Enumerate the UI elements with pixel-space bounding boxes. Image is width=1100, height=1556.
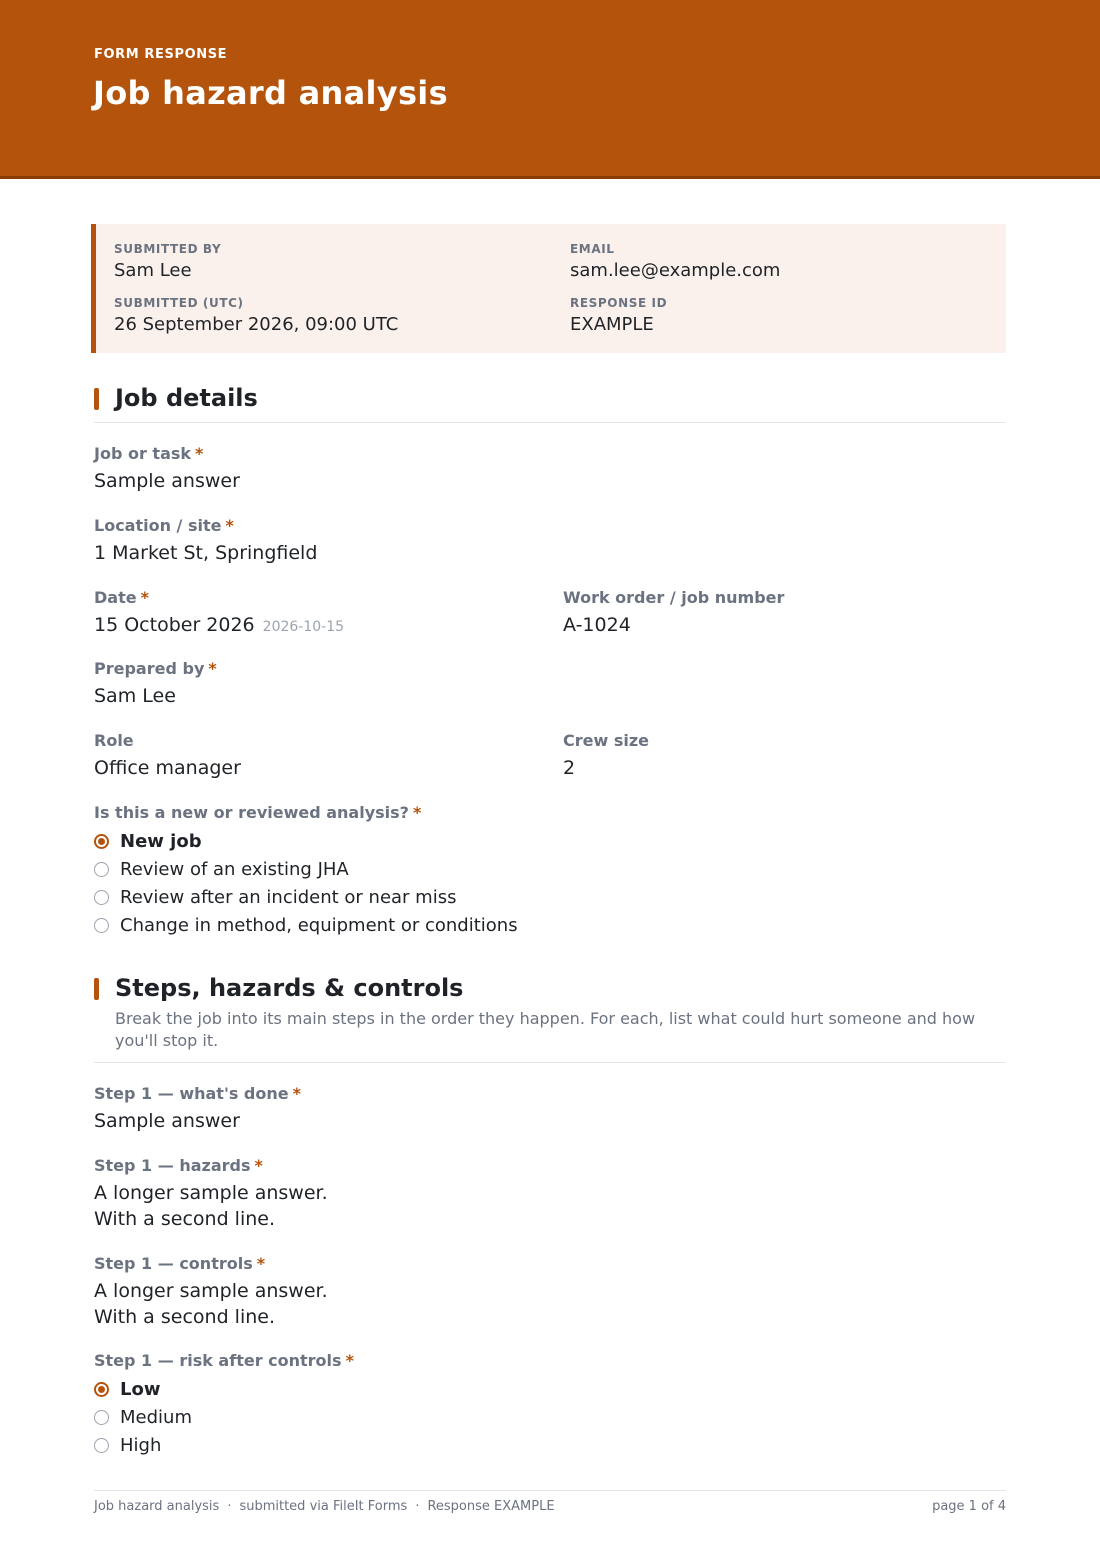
- footer-separator: ·: [415, 1499, 420, 1514]
- header-banner: [0, 0, 1100, 179]
- radio-selected-icon: [94, 834, 109, 849]
- section-divider: [94, 422, 1006, 423]
- meta-value: 26 September 2026, 09:00 UTC: [114, 314, 399, 335]
- field-value: A longer sample answer. With a second line.: [94, 1182, 328, 1230]
- field-job-or-task: [94, 444, 240, 494]
- required-marker: *: [208, 659, 217, 678]
- field-value: 2: [563, 757, 576, 779]
- meta-value: Sam Lee: [114, 260, 192, 281]
- section-title: Steps, hazards & controls: [115, 974, 464, 1002]
- footer-form-name: Job hazard analysis: [94, 1499, 220, 1514]
- meta-value: sam.lee@example.com: [570, 260, 781, 281]
- option-label: Medium: [120, 1406, 192, 1428]
- field-analysis-type: [94, 803, 518, 939]
- page-number: page 1 of 4: [932, 1499, 1006, 1514]
- option-label: Change in method, equipment or conditions: [120, 914, 518, 936]
- radio-empty-icon: [94, 862, 109, 877]
- date-value: 15 October 2026: [94, 614, 255, 636]
- field-value: Office manager: [94, 757, 241, 779]
- field-step1-hazards: [94, 1156, 328, 1232]
- radio-group: [94, 1375, 354, 1459]
- field-step1-controls: [94, 1254, 328, 1330]
- required-marker: *: [254, 1156, 263, 1175]
- field-label: Crew size: [563, 731, 650, 750]
- field-label: Step 1 — risk after controls *: [94, 1351, 354, 1370]
- meta-label: EMAIL: [570, 242, 615, 256]
- field-label: Prepared by *: [94, 659, 217, 678]
- form-kicker: FORM RESPONSE: [94, 47, 228, 62]
- radio-selected-icon: [94, 1382, 109, 1397]
- section-description: Break the job into its main steps in the order they happen. For each, list what could hurt someone and how you'll stop it.: [115, 1009, 976, 1050]
- date-iso: 2026-10-15: [262, 619, 345, 635]
- section-accent-bar: [94, 388, 99, 410]
- submission-meta-panel: [91, 224, 1006, 353]
- radio-option-review-incident[interactable]: [94, 883, 518, 911]
- required-marker: *: [412, 803, 422, 822]
- option-label: Low: [120, 1378, 161, 1400]
- option-label: High: [120, 1434, 162, 1456]
- field-label: Location / site *: [94, 516, 234, 535]
- required-marker: *: [256, 1254, 266, 1273]
- field-value: 1 Market St, Springfield: [94, 542, 318, 564]
- section-divider: [94, 1062, 1006, 1063]
- radio-option-medium[interactable]: [94, 1403, 354, 1431]
- section-title: Job details: [115, 384, 258, 412]
- meta-value: EXAMPLE: [570, 314, 654, 335]
- meta-label: SUBMITTED BY: [114, 242, 222, 256]
- field-value: A longer sample answer. With a second line.: [94, 1280, 328, 1328]
- footer-via: submitted via FileIt Forms: [239, 1499, 408, 1514]
- required-marker: *: [195, 444, 204, 463]
- footer-response: Response EXAMPLE: [427, 1499, 555, 1514]
- radio-option-change-method[interactable]: [94, 911, 518, 939]
- field-prepared-by: [94, 659, 217, 709]
- radio-empty-icon: [94, 890, 109, 905]
- meta-email: [570, 242, 780, 282]
- field-location: [94, 516, 317, 566]
- footer-info: [94, 1499, 555, 1514]
- option-label: Review of an existing JHA: [120, 858, 349, 880]
- field-role: [94, 731, 241, 781]
- radio-group: [94, 827, 518, 939]
- radio-empty-icon: [94, 918, 109, 933]
- field-label: Step 1 — what's done *: [94, 1084, 301, 1103]
- meta-submitted-utc: [114, 296, 398, 336]
- field-value: Sam Lee: [94, 685, 176, 707]
- required-marker: *: [292, 1084, 301, 1103]
- field-label: Job or task *: [94, 444, 204, 463]
- required-marker: *: [345, 1351, 354, 1370]
- field-label: Step 1 — controls *: [94, 1254, 266, 1273]
- field-step1-risk: [94, 1351, 354, 1459]
- option-label: Review after an incident or near miss: [120, 886, 457, 908]
- radio-option-low[interactable]: [94, 1375, 354, 1403]
- radio-option-new-job[interactable]: [94, 827, 518, 855]
- field-label: Is this a new or reviewed analysis? *: [94, 803, 422, 822]
- radio-option-review-existing[interactable]: [94, 855, 518, 883]
- radio-empty-icon: [94, 1438, 109, 1453]
- field-value: A-1024: [563, 614, 631, 636]
- field-value: [94, 612, 344, 640]
- field-date: [94, 588, 344, 640]
- section-accent-bar: [94, 978, 99, 1000]
- meta-label: SUBMITTED (UTC): [114, 296, 244, 310]
- meta-response-id: [570, 296, 667, 336]
- option-label: New job: [120, 830, 202, 852]
- field-label: Role: [94, 731, 134, 750]
- meta-label: RESPONSE ID: [570, 296, 668, 310]
- page-title: Job hazard analysis: [93, 74, 448, 112]
- field-label: Step 1 — hazards *: [94, 1156, 263, 1175]
- field-label: Date *: [94, 588, 149, 607]
- field-step1-done: [94, 1084, 301, 1134]
- page-footer: [94, 1490, 1006, 1514]
- field-work-order: [563, 588, 784, 638]
- required-marker: *: [140, 588, 149, 607]
- meta-submitted-by: [114, 242, 221, 282]
- field-value: Sample answer: [94, 470, 240, 492]
- section-job-details: [94, 386, 1006, 426]
- required-marker: *: [225, 516, 234, 535]
- footer-separator: ·: [227, 1499, 232, 1514]
- section-steps-hazards-controls: [94, 976, 1006, 1066]
- field-value: Sample answer: [94, 1110, 240, 1132]
- radio-empty-icon: [94, 1410, 109, 1425]
- field-label: Work order / job number: [563, 588, 785, 607]
- field-crew-size: [563, 731, 649, 781]
- radio-option-high[interactable]: [94, 1431, 354, 1459]
